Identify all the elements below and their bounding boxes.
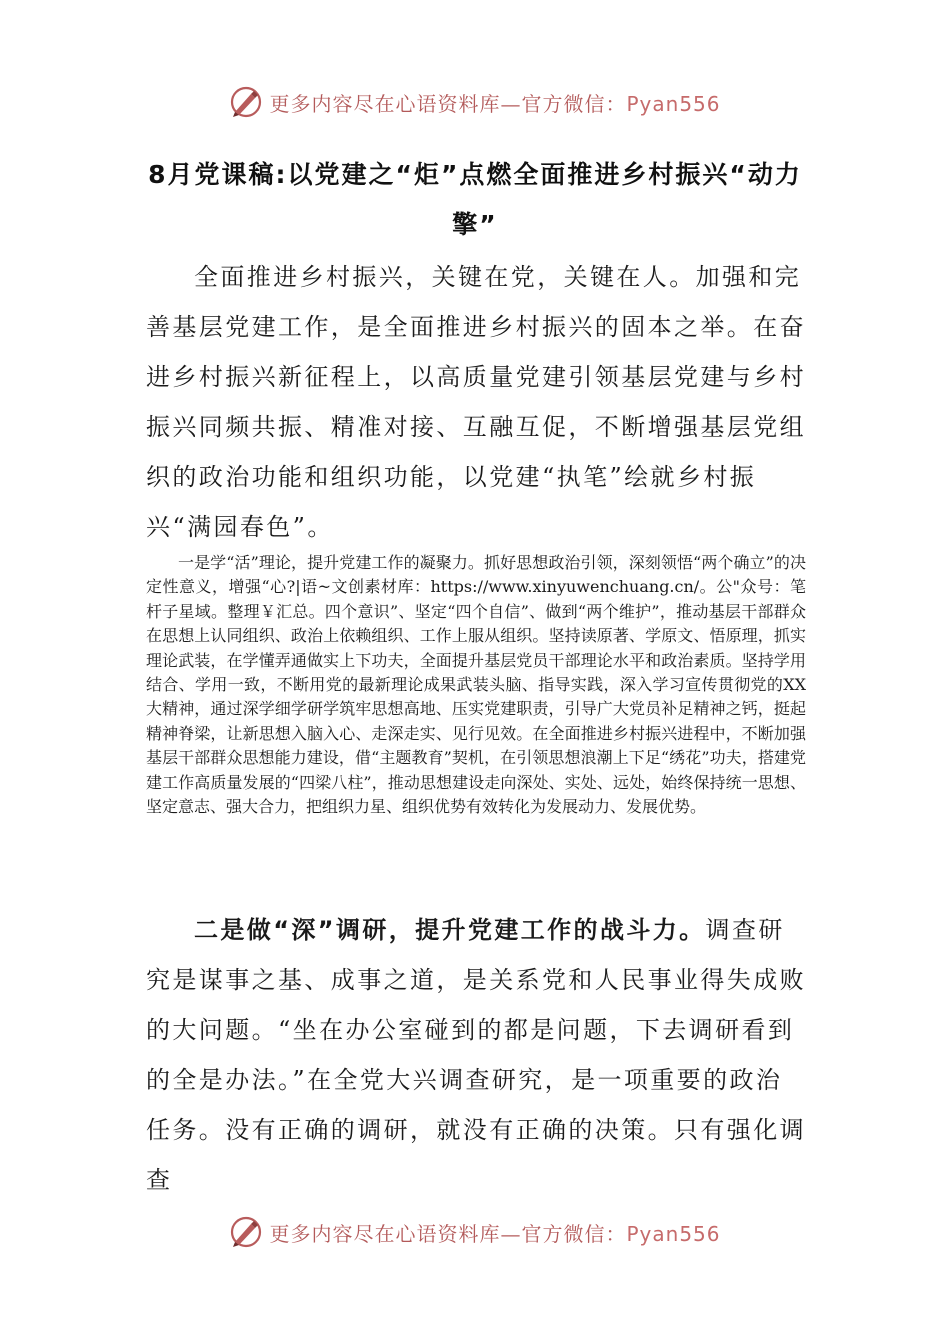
watermark-label: 更多内容尽在心语资料库—官方微信： [269,1221,627,1246]
pen-logo-icon [229,85,263,119]
intro-paragraph: 全面推进乡村振兴，关键在党，关键在人。加强和完善基层党建工作，是全面推进乡村振兴的固本之举。在奋进乡村振兴新征程上，以高质量党建引领基层党建与乡村振兴同频共振、精准对接、互融互促，不断增强基层党组织的政治功能和组织功能，以党建“执笔”绘就乡村振兴“满园春色”。 [146,263,806,541]
wechat-id: Pyan556 [626,1221,721,1246]
section-one-paragraph: 一是学“活”理论，提升党建工作的凝聚力。抓好思想政治引领，深刻领悟“两个确立”的决定性意义，增强“心?|语~文创素材库：https://www.xinyuwenchuang.cn/。公"众号：笔杆子星域。整理￥汇总。四个意识”、坚定“四个自信”、做到“两个维护”，推动基层干部群众在思想上认同组织、政治上依赖组织、工作上服从组织。坚持读原著、学原文、悟原理，抓实理论武装，在学懂弄通做实上下功夫，全面提升基层党员干部理论水平和政治素质。坚持学用结合、学用一致，不断用党的最新理论成果武装头脑、指导实践，深入学习宣传贯彻党的XX大精神，通过深学细学研学筑牢思想高地、压实党建职责，引导广大党员补足精神之钙，挺起精神脊梁，让新思想入脑入心、走深走实、见行见效。在全面推进乡村振兴进程中，不断加强基层干部群众思想能力建设，借“主题教育”契机，在引领思想浪潮上下足“绣花”功夫，搭建党建工作高质量发展的“四梁八柱”，推动思想建设走向深处、实处、远处，始终保持统一思想、坚定意志、强大合力，把组织力星、组织优势有效转化为发展动力、发展优势。 [146,553,806,817]
watermark-label: 更多内容尽在心语资料库—官方微信： [269,91,627,116]
section-two-heading: 二是做“深”调研，提升党建工作的战斗力。 [194,916,706,944]
watermark-text [269,1218,720,1247]
section-two-paragraph [146,905,806,1205]
footer-watermark-banner [0,1212,950,1252]
pen-logo-icon [229,1215,263,1249]
page-title: 8月党课稿:以党建之“炬”点燃全面推进乡村振兴“动力擎” [148,160,802,239]
header-watermark-banner [0,82,950,122]
wechat-id: Pyan556 [626,91,721,116]
section-two-body: 调查研究是谋事之基、成事之道，是关系党和人民事业得失成败的大问题。“坐在办公室碰到的都是问题，下去调研看到的全是办法。”在全党大兴调查研究，是一项重要的政治任务。没有正确的调研，就没有正确的决策。只有强化调查 [146,916,806,1194]
watermark-text [269,88,720,117]
